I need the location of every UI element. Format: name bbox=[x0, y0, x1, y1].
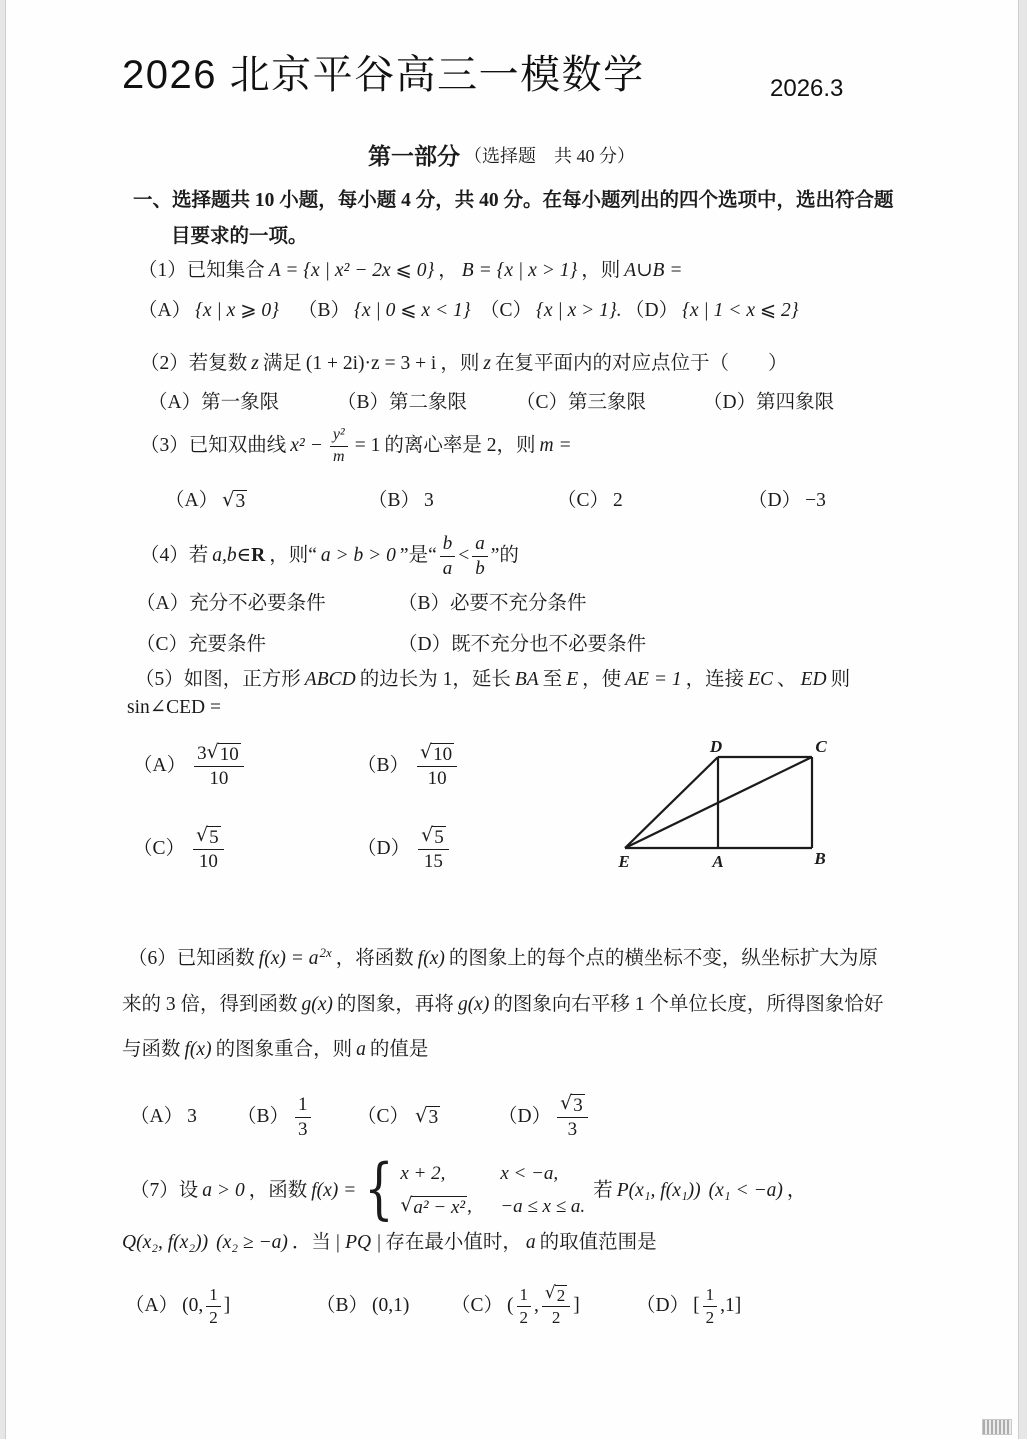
q5-text: 则 bbox=[830, 669, 851, 691]
q1-ask: A∪B = bbox=[624, 260, 683, 282]
option-label: （A） bbox=[138, 300, 192, 322]
q7-var-a: a bbox=[525, 1232, 536, 1254]
q6-var-a: a bbox=[356, 1039, 366, 1061]
part-title: 第一部分 bbox=[368, 144, 460, 170]
case-2-expression bbox=[400, 1196, 500, 1219]
q5-segment-ed: ED bbox=[800, 669, 827, 691]
q2-text: 若复数 bbox=[188, 353, 248, 375]
q2-option-d bbox=[703, 389, 834, 417]
fraction-numerator bbox=[557, 1091, 588, 1118]
q6-function-def: f(x) = a bbox=[258, 948, 319, 970]
option-label: （B） bbox=[316, 1295, 369, 1317]
option-label: （D） bbox=[748, 490, 802, 512]
q2-text: 满足 bbox=[262, 353, 302, 375]
case-2-comma: , bbox=[467, 1196, 472, 1217]
option-value: (0,1) bbox=[372, 1295, 410, 1317]
q2-text: 在复平面内的对应点位于（ ） bbox=[494, 353, 788, 375]
sqrt bbox=[206, 740, 241, 765]
q2-equation: (1 + 2i)·z = 3 + i bbox=[305, 353, 437, 375]
q4-option-c bbox=[136, 631, 266, 659]
sqrt bbox=[222, 487, 247, 512]
q6-text: 的图象向右平移 1 个单位长度，所得图象恰好 bbox=[493, 994, 884, 1016]
q1-set-a: A = {x | x² − 2x ⩽ 0} bbox=[268, 260, 435, 282]
fraction-numerator bbox=[194, 740, 244, 767]
q6-fx: f(x) bbox=[417, 948, 445, 970]
q4-text: ，则“ bbox=[269, 545, 317, 567]
point-label-c: C bbox=[815, 737, 827, 756]
q4-text: ”是“ bbox=[399, 545, 437, 567]
radicand: a² − x² bbox=[413, 1197, 466, 1218]
option-value: 充要条件 bbox=[188, 634, 267, 656]
option-fraction bbox=[517, 1285, 532, 1327]
q3-fraction bbox=[330, 426, 348, 466]
option-label: （A） bbox=[130, 1106, 184, 1128]
option-fraction bbox=[194, 740, 244, 790]
q7-point-q: Q(x₂, f(x₂)) bbox=[122, 1232, 209, 1254]
q3-option-a bbox=[165, 486, 247, 516]
q4-fraction-a-over-b bbox=[472, 533, 488, 580]
fraction-numerator bbox=[418, 823, 449, 850]
q7-text: 存在最小值时， bbox=[385, 1232, 522, 1254]
q6-stem-line-2 bbox=[122, 991, 883, 1019]
radical-sign: √ bbox=[560, 1091, 573, 1114]
option-label: （A） bbox=[148, 392, 202, 414]
option-label: （B） bbox=[398, 593, 451, 615]
fraction-numerator bbox=[542, 1282, 570, 1307]
option-value: 必要不充分条件 bbox=[450, 593, 587, 615]
q5-square-name: ABCD bbox=[304, 669, 356, 691]
option-label: （B） bbox=[237, 1106, 290, 1128]
q1-option-d bbox=[625, 297, 803, 325]
q6-text: 的图象，再将 bbox=[336, 994, 454, 1016]
option-fraction bbox=[542, 1282, 570, 1327]
q5-square-figure bbox=[600, 730, 850, 875]
fraction-numerator: 1 bbox=[703, 1285, 718, 1307]
interval-separator: , bbox=[534, 1295, 539, 1317]
radicand: 3 bbox=[428, 1106, 439, 1128]
q7-point-p: P(x₁, f(x₁)) bbox=[616, 1180, 701, 1202]
q5-ae-equation: AE = 1 bbox=[625, 669, 682, 691]
q4-fraction-b-over-a bbox=[440, 533, 456, 580]
fraction-numerator: 1 bbox=[295, 1094, 311, 1118]
q5-text: ，连接 bbox=[685, 669, 745, 691]
option-label: （A） bbox=[133, 755, 187, 777]
q6-number: （6） bbox=[128, 948, 177, 970]
q6-text: 的图象重合，则 bbox=[215, 1039, 353, 1061]
q1-set-b: B = {x | x > 1} bbox=[461, 260, 578, 282]
q6-option-d bbox=[498, 1089, 591, 1145]
q6-text: 的图象上的每个点的横坐标不变，纵坐标扩大为原 bbox=[448, 948, 878, 970]
q6-text: 的值是 bbox=[369, 1039, 429, 1061]
q5-segment-ec: EC bbox=[748, 669, 774, 691]
fraction-numerator: 1 bbox=[206, 1285, 221, 1307]
interval-close: ] bbox=[573, 1295, 580, 1317]
option-label: （C） bbox=[357, 1106, 410, 1128]
instructions-line-2: 目要求的一项。 bbox=[171, 226, 308, 248]
q3-text: 已知双曲线 bbox=[188, 435, 287, 457]
interval-open: (0, bbox=[182, 1295, 204, 1317]
sqrt bbox=[544, 1282, 567, 1305]
q4-proposition-p: a > b > 0 bbox=[320, 545, 396, 567]
sqrt bbox=[196, 823, 221, 848]
q2-option-b bbox=[337, 389, 467, 417]
fraction-denominator: 2 bbox=[551, 1307, 561, 1327]
radical-sign: √ bbox=[196, 823, 209, 846]
q7-piecewise-cases bbox=[400, 1163, 585, 1219]
exam-date: 2026.3 bbox=[770, 74, 844, 102]
option-label: （D） bbox=[636, 1295, 690, 1317]
option-label: （A） bbox=[165, 490, 219, 512]
q3-rhs: = 1 bbox=[354, 435, 381, 457]
sqrt bbox=[420, 740, 454, 765]
fraction-numerator: 1 bbox=[517, 1285, 532, 1307]
option-label: （C） bbox=[136, 634, 189, 656]
q5-option-c bbox=[133, 821, 227, 877]
sqrt bbox=[400, 1196, 467, 1218]
q7-option-d bbox=[636, 1278, 741, 1334]
fraction-denominator: b bbox=[475, 557, 485, 579]
q7-option-c bbox=[451, 1278, 580, 1334]
q5-text: 如图，正方形 bbox=[183, 669, 301, 691]
q5-stem-line-2 bbox=[123, 694, 225, 722]
point-label-b: B bbox=[814, 849, 826, 868]
option-label: （C） bbox=[557, 490, 610, 512]
option-value: −3 bbox=[805, 490, 826, 512]
q7-point-q-condition: (x₂ ≥ −a) bbox=[216, 1232, 288, 1254]
q7-text: 设 bbox=[178, 1180, 199, 1202]
coefficient: 3 bbox=[197, 742, 207, 764]
q5-stem bbox=[135, 666, 850, 694]
option-label: （C） bbox=[133, 838, 186, 860]
part-note: （选择题 共 40 分） bbox=[464, 146, 635, 167]
q2-number: （2） bbox=[140, 353, 189, 375]
option-value: 第一象限 bbox=[201, 392, 280, 414]
option-fraction bbox=[557, 1091, 588, 1141]
q2-option-a bbox=[148, 389, 279, 417]
option-value: {x | x ⩾ 0} bbox=[195, 300, 279, 322]
option-label: （D） bbox=[703, 392, 757, 414]
q5-text: 至 bbox=[542, 669, 563, 691]
option-fraction bbox=[418, 823, 449, 873]
option-label: （D） bbox=[625, 300, 679, 322]
q6-text: 与函数 bbox=[122, 1039, 181, 1061]
option-fraction bbox=[703, 1285, 718, 1327]
radical-sign: √ bbox=[420, 740, 433, 763]
radicand: 5 bbox=[209, 826, 219, 848]
interval-close: ,1] bbox=[720, 1295, 742, 1317]
q3-lhs: x² − bbox=[290, 435, 323, 457]
point-label-d: D bbox=[709, 737, 723, 756]
q1-text: ，则 bbox=[581, 260, 621, 282]
q7-stem-line-1 bbox=[130, 1150, 807, 1227]
q6-stem-line-1 bbox=[128, 945, 878, 973]
option-value: {x | x > 1}. bbox=[536, 300, 622, 322]
q1-stem bbox=[138, 257, 687, 285]
fraction-denominator: 10 bbox=[198, 850, 218, 872]
q3-option-c bbox=[557, 486, 627, 516]
part-heading bbox=[368, 142, 635, 172]
option-label: （A） bbox=[136, 593, 190, 615]
piecewise-brace: { bbox=[364, 1150, 395, 1227]
option-label: （B） bbox=[357, 755, 410, 777]
option-label: （B） bbox=[298, 300, 351, 322]
q5-segment-ba: BA bbox=[514, 669, 539, 691]
q6-option-b bbox=[237, 1089, 314, 1145]
sqrt bbox=[560, 1091, 585, 1116]
q7-number: （7） bbox=[130, 1180, 179, 1202]
option-value: 3 bbox=[424, 490, 434, 512]
radicand: 10 bbox=[433, 743, 453, 765]
q2-var-z: z bbox=[251, 353, 259, 375]
option-label: （D） bbox=[398, 634, 452, 656]
q5-text: 、 bbox=[777, 669, 797, 691]
option-value: 第四象限 bbox=[756, 392, 835, 414]
q7-text: ，函数 bbox=[248, 1180, 308, 1202]
option-label: （B） bbox=[368, 490, 421, 512]
case-2-domain: −a ≤ x ≤ a. bbox=[500, 1196, 586, 1217]
fraction-denominator: 15 bbox=[423, 850, 443, 872]
q7-point-p-condition: (x₁ < −a) bbox=[708, 1180, 783, 1202]
q6-option-c bbox=[357, 1089, 440, 1145]
option-value: 第三象限 bbox=[568, 392, 647, 414]
q3-stem bbox=[140, 420, 576, 472]
q7-option-a bbox=[125, 1278, 230, 1334]
q1-text: ， bbox=[438, 260, 458, 282]
fraction-numerator bbox=[417, 740, 457, 767]
radicand: 10 bbox=[219, 743, 239, 765]
option-label: （C） bbox=[480, 300, 533, 322]
q6-option-a bbox=[130, 1089, 201, 1145]
q1-option-c bbox=[480, 297, 626, 325]
q1-text: 已知集合 bbox=[186, 260, 265, 282]
q6-text: 来的 3 倍，得到函数 bbox=[122, 994, 298, 1016]
q1-option-a bbox=[138, 297, 283, 325]
fraction-denominator: 2 bbox=[209, 1307, 218, 1327]
q6-exponent: 2x bbox=[319, 945, 332, 960]
q4-option-d bbox=[398, 631, 646, 659]
q3-option-b bbox=[368, 486, 438, 516]
radical-sign: √ bbox=[222, 487, 235, 511]
q2-text: ，则 bbox=[440, 353, 480, 375]
q2-var-z: z bbox=[483, 353, 491, 375]
instructions-line-1: 一、选择题共 10 小题，每小题 4 分，共 40 分。在每小题列出的四个选项中，选出符合题 bbox=[133, 190, 894, 212]
option-fraction bbox=[295, 1094, 311, 1141]
radicand: 3 bbox=[235, 490, 246, 512]
radical-sign: √ bbox=[400, 1194, 413, 1216]
point-label-a: A bbox=[712, 852, 724, 871]
q2-option-c bbox=[516, 389, 646, 417]
fraction-denominator: 3 bbox=[567, 1118, 578, 1140]
fraction-denominator: 10 bbox=[427, 767, 447, 789]
q4-stem bbox=[140, 530, 519, 582]
q5-option-a bbox=[133, 738, 247, 794]
radical-sign: √ bbox=[544, 1282, 556, 1303]
option-value: 既不充分也不必要条件 bbox=[451, 634, 647, 656]
q3-option-d bbox=[748, 486, 830, 516]
q5-point-e: E bbox=[566, 669, 579, 691]
q5-text: ，使 bbox=[582, 669, 622, 691]
radicand: 2 bbox=[556, 1285, 566, 1305]
option-label: （A） bbox=[125, 1295, 179, 1317]
q7-stem-line-2 bbox=[118, 1229, 657, 1257]
q4-less-than: < bbox=[458, 545, 470, 567]
interval-open: [ bbox=[693, 1295, 700, 1317]
q6-text: ，将函数 bbox=[335, 948, 414, 970]
q4-option-b bbox=[398, 590, 587, 618]
q3-ask: m = bbox=[539, 435, 572, 457]
option-label: （C） bbox=[451, 1295, 504, 1317]
option-fraction bbox=[193, 823, 224, 873]
interval-open: ( bbox=[507, 1295, 514, 1317]
q6-gx: g(x) bbox=[301, 994, 333, 1016]
q7-option-b bbox=[316, 1278, 413, 1334]
q4-option-a bbox=[136, 590, 326, 618]
option-value: {x | 0 ⩽ x < 1} bbox=[354, 300, 471, 322]
q7-condition: a > 0 bbox=[202, 1180, 245, 1202]
q7-text: 的取值范围是 bbox=[539, 1232, 657, 1254]
q2-stem bbox=[140, 350, 787, 378]
option-value: 充分不必要条件 bbox=[189, 593, 326, 615]
option-value: 2 bbox=[613, 490, 623, 512]
q5-number: （5） bbox=[135, 669, 184, 691]
case-1-domain: x < −a, bbox=[500, 1163, 559, 1185]
q4-number: （4） bbox=[140, 545, 189, 567]
q3-text: 的离心率是 2，则 bbox=[384, 435, 536, 457]
q1-number: （1） bbox=[138, 260, 187, 282]
q7-function-name: f(x) = bbox=[311, 1180, 357, 1202]
q5-option-b bbox=[357, 738, 460, 794]
q6-text: 已知函数 bbox=[176, 948, 255, 970]
q7-text: ， bbox=[786, 1180, 807, 1202]
radical-sign: √ bbox=[206, 740, 219, 763]
q3-number: （3） bbox=[140, 435, 189, 457]
q4-real-set: R bbox=[251, 545, 266, 567]
fraction-denominator: 2 bbox=[519, 1307, 529, 1327]
radicand: 3 bbox=[573, 1094, 583, 1116]
fraction-numerator: a bbox=[472, 533, 488, 557]
option-value: 第二象限 bbox=[389, 392, 468, 414]
scan-corner-mark-icon bbox=[982, 1419, 1012, 1435]
fraction-numerator: y² bbox=[330, 426, 348, 446]
q7-text: ．当 bbox=[291, 1232, 331, 1254]
q6-gx: g(x) bbox=[457, 994, 490, 1016]
q4-condition: a,b∈ bbox=[212, 545, 252, 567]
option-fraction bbox=[417, 740, 457, 790]
fraction-denominator: 10 bbox=[209, 767, 229, 789]
q5-ask: sin∠CED = bbox=[127, 697, 221, 719]
exam-title: 2026 北京平谷高三一模数学 bbox=[122, 53, 645, 97]
fraction-numerator bbox=[193, 823, 224, 850]
option-value: 3 bbox=[187, 1106, 197, 1128]
option-label: （D） bbox=[357, 838, 411, 860]
sqrt bbox=[421, 823, 446, 848]
option-label: （C） bbox=[516, 392, 569, 414]
radical-sign: √ bbox=[415, 1103, 428, 1127]
fraction-denominator: 2 bbox=[705, 1307, 715, 1327]
q6-stem-line-3 bbox=[122, 1036, 428, 1064]
q5-text: 的边长为 1，延长 bbox=[359, 669, 511, 691]
q7-distance-pq: | PQ | bbox=[334, 1232, 382, 1254]
segment-ed bbox=[625, 757, 718, 848]
radical-sign: √ bbox=[421, 823, 434, 846]
q4-text: 若 bbox=[188, 545, 209, 567]
case-1-expression: x + 2, bbox=[400, 1163, 446, 1185]
option-label: （B） bbox=[337, 392, 390, 414]
q6-fx: f(x) bbox=[184, 1039, 212, 1061]
fraction-denominator: 3 bbox=[298, 1118, 308, 1140]
radicand: 5 bbox=[434, 826, 444, 848]
fraction-denominator: a bbox=[442, 557, 453, 579]
option-fraction bbox=[206, 1285, 221, 1327]
fraction-numerator: b bbox=[440, 533, 456, 557]
q5-option-d bbox=[357, 821, 452, 877]
option-value: {x | 1 < x ⩽ 2} bbox=[682, 300, 799, 322]
option-label: （D） bbox=[498, 1106, 552, 1128]
fraction-denominator: m bbox=[333, 447, 345, 465]
q7-text: 若 bbox=[593, 1180, 613, 1202]
point-label-e: E bbox=[618, 852, 630, 871]
q1-option-b bbox=[298, 297, 475, 325]
q4-text: ”的 bbox=[490, 545, 519, 567]
interval-close: ] bbox=[223, 1295, 231, 1317]
sqrt bbox=[415, 1103, 440, 1128]
